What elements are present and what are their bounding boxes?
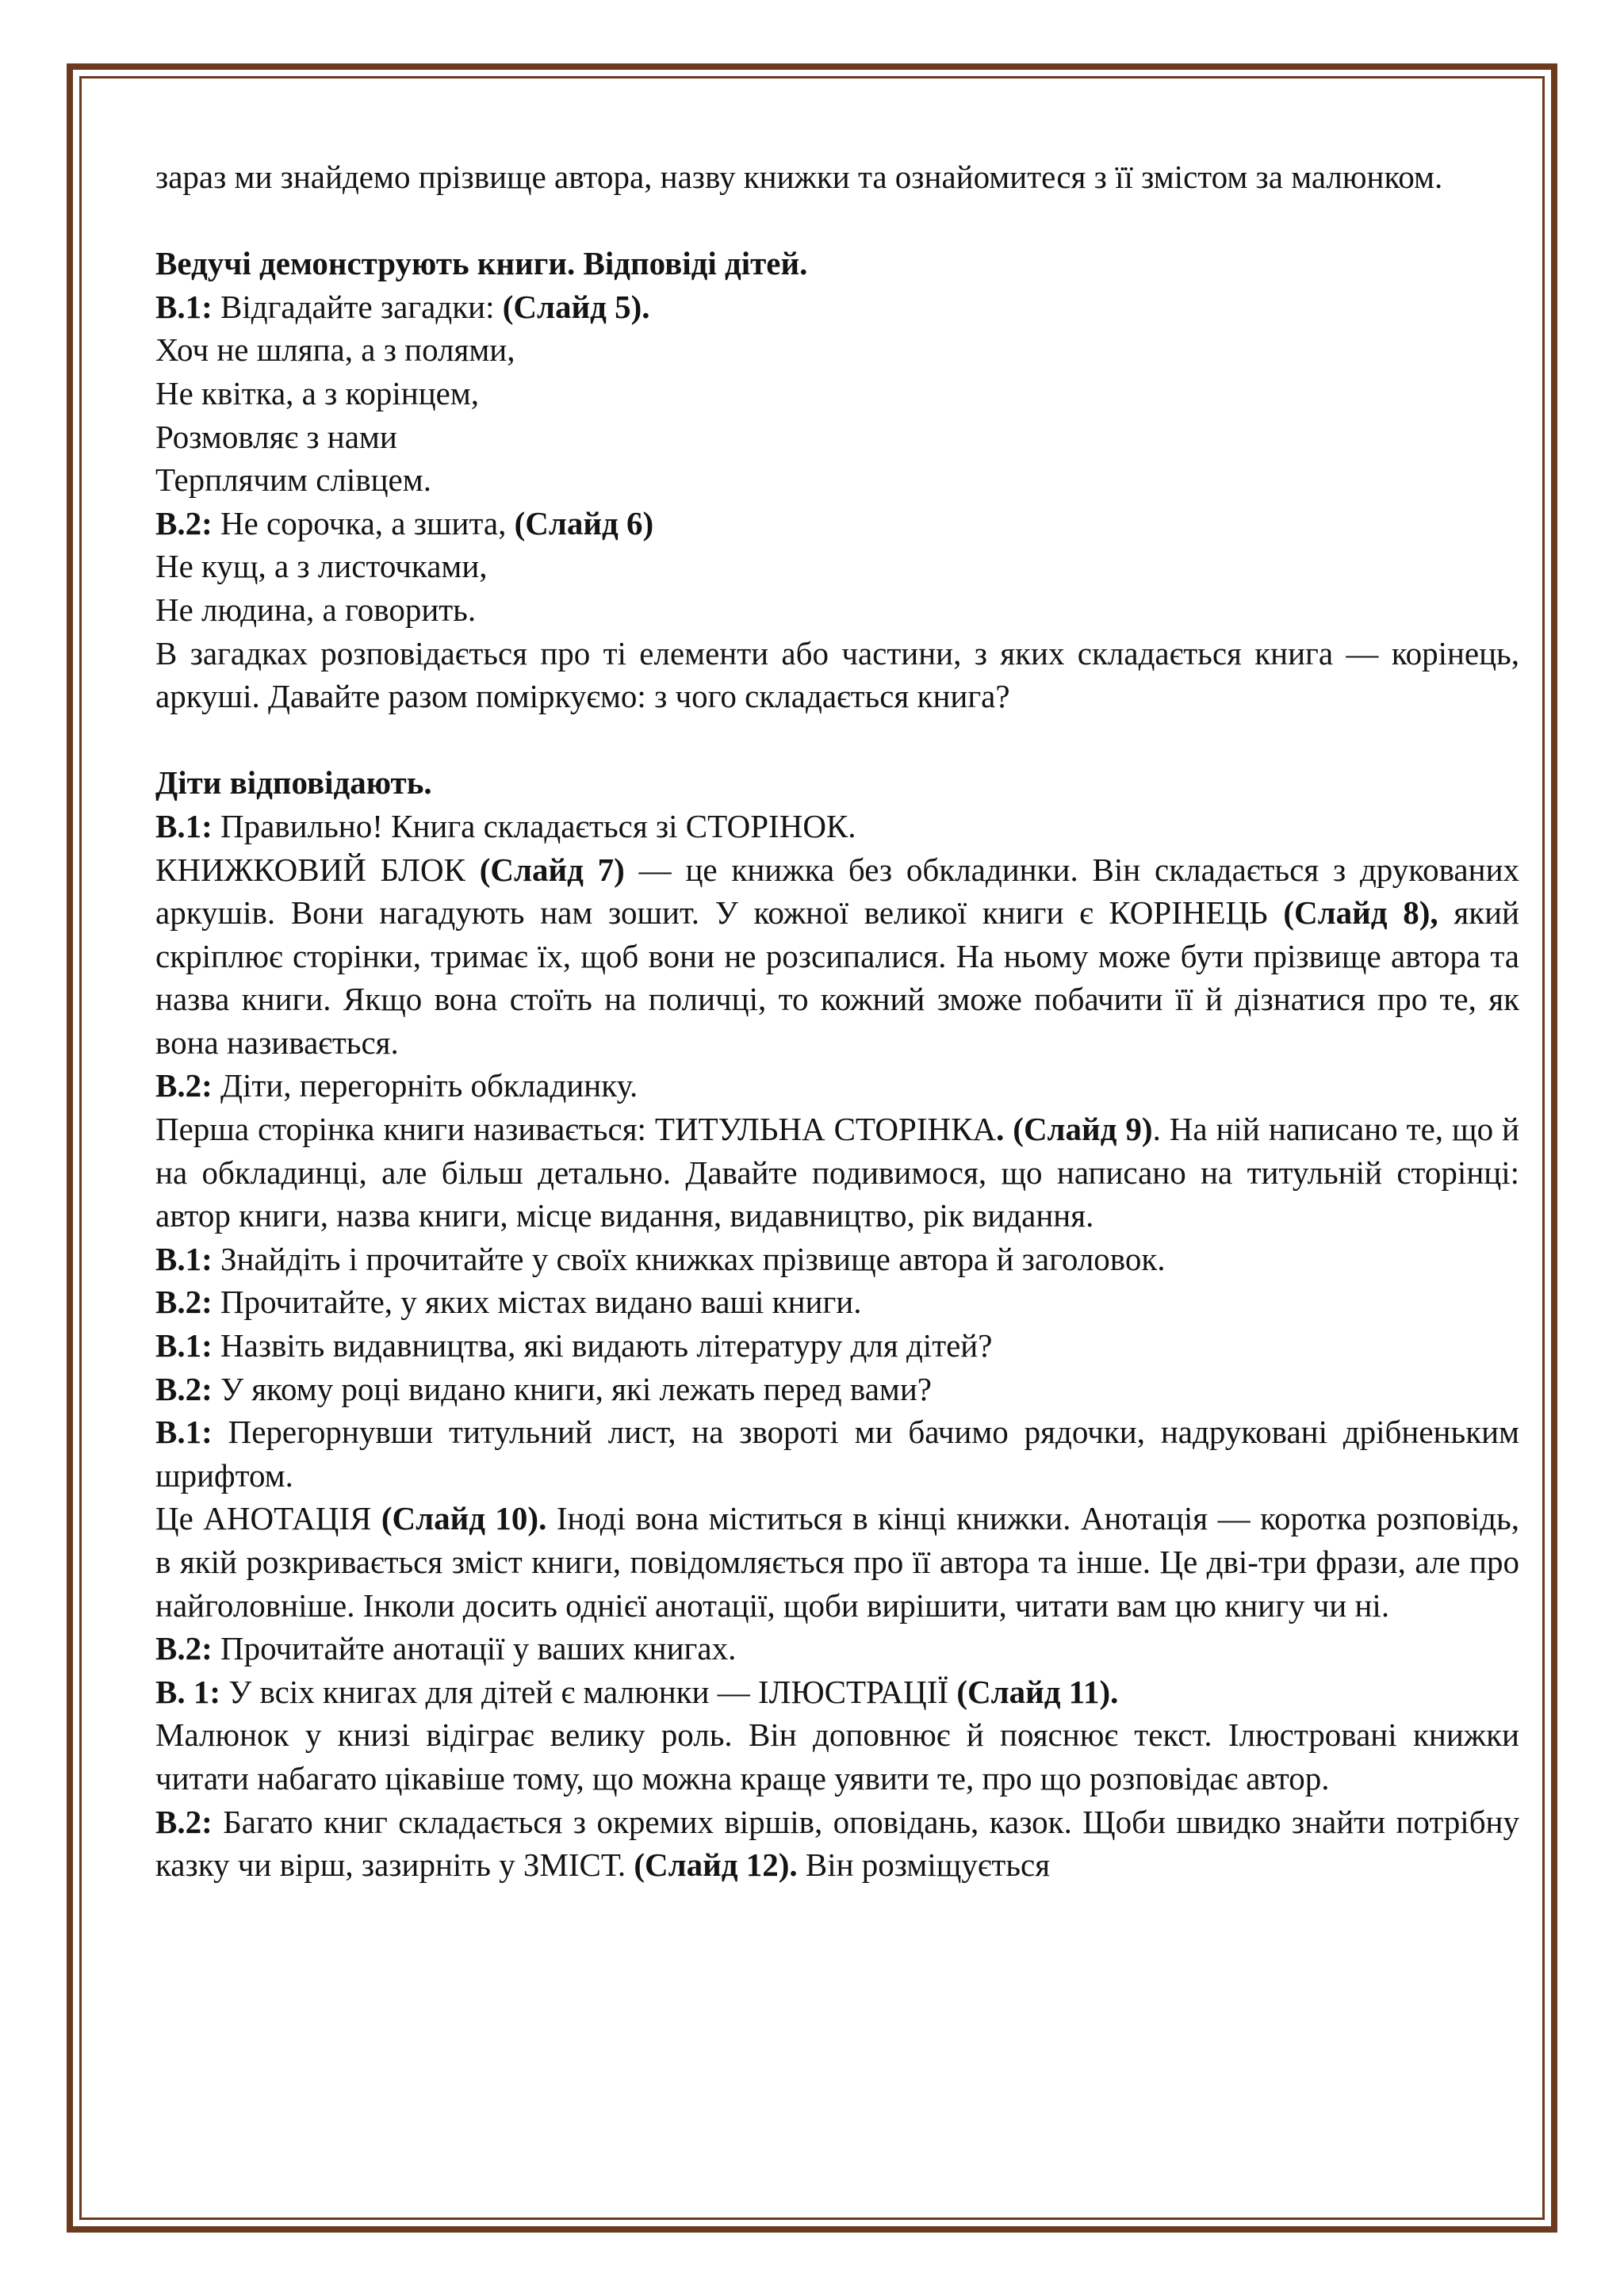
bold-text: В.2: [155,1370,213,1407]
text-run: У всіх книгах для дітей є малюнки — ІЛЮСТРАЦІЇ [220,1673,957,1710]
document-body [155,155,1519,1887]
paragraph [155,285,1519,329]
text-run: КНИЖКОВИЙ БЛОК [155,851,480,888]
bold-text: (Слайд 7) [479,851,625,888]
paragraph [155,155,1519,199]
text-run: Діти, перегорніть обкладинку. [212,1067,638,1104]
text-run: Правильно! Книга складається зі СТОРІНОК. [212,807,856,844]
bold-text: В.2: [155,1067,213,1104]
paragraph [155,458,1519,502]
bold-text: В.1: [155,807,213,844]
text-run: Терплячим слівцем. [155,461,431,499]
bold-text: (Слайд 5). [502,288,650,325]
paragraph [155,1670,1519,1714]
paragraph [155,1108,1519,1238]
text-run: Багато книг складається з окремих віршів, оповідань, казок. Щоби швидко знайти потрібну казку чи вірш, зазирніть у ЗМІСТ. [155,1803,1519,1884]
paragraph [155,761,1519,805]
bold-text: (Слайд 8), [1283,894,1438,932]
text-run: Це АНОТАЦІЯ [155,1500,381,1537]
bold-text: Діти відповідають. [155,764,432,802]
text-run: який скріплює сторінки, тримає їх, щоб вони не розсипалися. На ньому може бути прізвище автора та назва книги. Якщо вона стоїть на поличці, то кожний зможе побачити її й дізнатися про те, як вона називається. [155,894,1520,1061]
bold-text: В.1: [155,1414,213,1451]
bold-text: В.1: [155,288,213,325]
paragraph [155,805,1519,848]
text-run: Іноді вона міститься в кінці книжки. Анотація — коротка розповідь, в якій розкривається зміст книги, повідомляється про її автора та інше. Це дві-три фрази, але про найголовніше. Інколи досить однієї анотації, щоби вирішити, читати вам цю книгу чи ні. [155,1500,1520,1624]
bold-text: В.1: [155,1327,213,1364]
text-run: Перегорнувши титульний лист, на звороті ми бачимо рядочки, надруковані дрібненьким шрифтом. [155,1414,1519,1494]
bold-text: (Слайд 11). [956,1673,1119,1710]
text-run: Не квітка, а з корінцем, [155,374,480,411]
paragraph [155,588,1519,632]
paragraph [155,1800,1519,1887]
text-run: Хоч не шляпа, а з полями, [155,331,515,369]
paragraph [155,545,1519,588]
paragraph [155,1497,1519,1627]
paragraph [155,1627,1519,1670]
paragraph [155,328,1519,372]
bold-text: (Слайд 6) [514,504,654,541]
text-run: Прочитайте анотації у ваших книгах. [212,1630,737,1667]
text-run: В загадках розповідається про ті елементи або частини, з яких складається книга — корінець, аркуші. Давайте разом поміркуємо: з чого складається книга? [155,634,1519,715]
text-run: Не сорочка, а зшита, [212,504,515,541]
bold-text: (Слайд 10). [381,1500,547,1537]
paragraph [155,242,1519,285]
text-run: Не кущ, а з листочками, [155,548,488,585]
paragraph [155,632,1519,718]
bold-text: Ведучі демонструють книги. Відповіді дітей. [155,245,808,282]
text-run: Відгадайте загадки: [212,288,503,325]
text-run: Розмовляє з нами [155,418,397,455]
paragraph [155,1368,1519,1411]
paragraph [155,1713,1519,1800]
text-run: Назвіть видавництва, які видають літературу для дітей? [212,1327,993,1364]
paragraph [155,502,1519,545]
bold-text: В.2: [155,1284,213,1321]
bold-text: В.2: [155,1803,213,1840]
paragraph [155,1410,1519,1497]
text-run: Знайдіть і прочитайте у своїх книжках прізвище автора й заголовок. [212,1240,1166,1277]
text-run: Прочитайте, у яких містах видано ваші книги. [212,1284,862,1321]
paragraph [155,1280,1519,1324]
bold-text: . (Слайд 9) [996,1111,1153,1148]
paragraph [155,415,1519,459]
paragraph [155,1064,1519,1108]
text-run: Малюнок у книзі відіграє велику роль. Він доповнює й пояснює текст. Ілюстровані книжки читати набагато цікавіше тому, що можна краще уявити те, про що розповідає автор. [155,1716,1519,1797]
text-run: Перша сторінка книги називається: ТИТУЛЬНА СТОРІНКА [155,1111,997,1148]
paragraph-gap [155,199,1519,243]
bold-text: В. 1: [155,1673,220,1710]
paragraph [155,1324,1519,1368]
text-run: зараз ми знайдемо прізвище автора, назву книжки та ознайомитеся з її змістом за малюнком. [155,159,1443,195]
paragraph [155,1238,1519,1281]
paragraph-gap [155,718,1519,762]
text-run: Не людина, а говорить. [155,591,477,628]
text-run: Він розміщується [797,1846,1051,1884]
text-run: — це книжка без обкладинки. Він складається з друкованих аркушів. Вони нагадують нам зошит. У кожної великої книги є КОРІНЕЦЬ [155,851,1520,932]
bold-text: В.2: [155,1630,213,1667]
paragraph [155,848,1519,1065]
bold-text: В.1: [155,1240,213,1277]
text-run: У якому році видано книги, які лежать перед вами? [212,1370,932,1407]
bold-text: (Слайд 12). [634,1846,798,1884]
paragraph [155,372,1519,415]
bold-text: В.2: [155,504,213,541]
text-run: . На ній написано те, що й на обкладинці, але більш детально. Давайте подивимося, що написано на титульній сторінці: автор книги, назва книги, місце видання, видавництво, рік видання. [155,1111,1519,1234]
